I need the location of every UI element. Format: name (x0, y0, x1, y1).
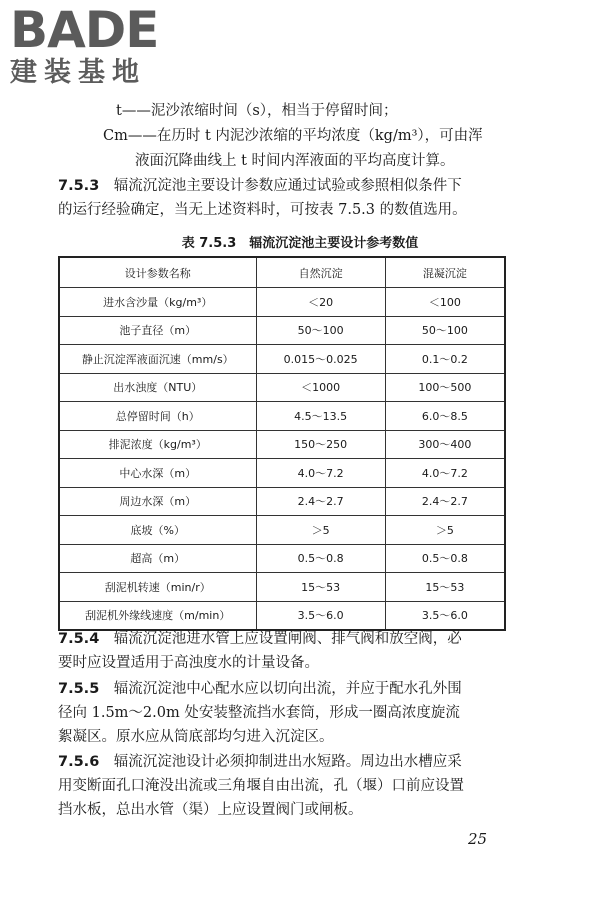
page-number: 25 (468, 830, 488, 848)
table-cell: 2.4～2.7 (256, 487, 385, 516)
table-row (59, 402, 505, 431)
logo-subtitle: 建装基地 (10, 57, 146, 88)
table-cell: 300～400 (385, 430, 505, 459)
table-cell: 4.0～7.2 (256, 459, 385, 488)
table-cell: 周边水深（m） (59, 487, 256, 516)
table-row (59, 573, 505, 602)
table-cell: 0.5～0.8 (256, 544, 385, 573)
table-row (59, 459, 505, 488)
table-cell: 3.5～6.0 (256, 601, 385, 630)
table-row (59, 430, 505, 459)
table-cell: 池子直径（m） (59, 316, 256, 345)
design-parameter-table (58, 256, 506, 631)
table-cell: 150～250 (256, 430, 385, 459)
clause-text: 辐流沉淀池主要设计参数应通过试验或参照相似条件下 (113, 178, 462, 194)
table-cell: 中心水深（m） (59, 459, 256, 488)
table-row (59, 516, 505, 545)
clause-text: 辐流沉淀池中心配水应以切向出流，并应于配水孔外围 (113, 681, 462, 697)
table-cell: 50～100 (256, 316, 385, 345)
table-cell: 2.4～2.7 (385, 487, 505, 516)
bade-logo (10, 1, 185, 88)
clause-7-5-3-line-2: 的运行经验确定，当无上述资料时，可按表 7.5.3 的数值选用。 (58, 202, 467, 218)
clause-7-5-5-line-1 (58, 679, 462, 699)
table-cell: 0.5～0.8 (385, 544, 505, 573)
table-cell: 刮泥机转速（min/r） (59, 573, 256, 602)
table-row (59, 544, 505, 573)
intro-line-2: Cm——在历时 t 内泥沙浓缩的平均浓度（kg/m³），可由浑 (103, 128, 483, 144)
table-row (59, 487, 505, 516)
table-cell: 50～100 (385, 316, 505, 345)
table-cell: 0.015～0.025 (256, 345, 385, 374)
table-cell: 超高（m） (59, 544, 256, 573)
table-row (59, 316, 505, 345)
table-cell: 总停留时间（h） (59, 402, 256, 431)
clause-7-5-6-line-3: 挡水板，总出水管（渠）上应设置阀门或闸板。 (58, 802, 363, 818)
column-header: 自然沉淀 (256, 257, 385, 288)
table-cell: 6.0～8.5 (385, 402, 505, 431)
table-row (59, 345, 505, 374)
table-cell: 15～53 (256, 573, 385, 602)
table-cell: ＜1000 (256, 373, 385, 402)
table-cell: 4.0～7.2 (385, 459, 505, 488)
clause-7-5-6-line-1 (58, 752, 462, 772)
table-row (59, 601, 505, 630)
intro-line-3: 液面沉降曲线上 t 时间内浑液面的平均高度计算。 (135, 153, 455, 169)
table-row (59, 288, 505, 317)
table-cell: 4.5～13.5 (256, 402, 385, 431)
logo-word: BADE (10, 1, 159, 59)
clause-number: 7.5.6 (58, 754, 100, 770)
table-cell: 0.1～0.2 (385, 345, 505, 374)
clause-7-5-6-line-2: 用变断面孔口淹没出流或三角堰自由出流，孔（堰）口前应设置 (58, 778, 464, 794)
clause-7-5-4-line-1 (58, 629, 462, 649)
clause-number: 7.5.5 (58, 681, 100, 697)
table-row (59, 373, 505, 402)
clause-7-5-5-line-2: 径向 1.5m～2.0m 处安装整流挡水套筒，形成一圈高浓度旋流 (58, 705, 460, 721)
table-caption: 表 7.5.3 辐流沉淀池主要设计参考数值 (181, 236, 419, 251)
table-cell: 静止沉淀浑液面沉速（mm/s） (59, 345, 256, 374)
intro-line-1: t——泥沙浓缩时间（s），相当于停留时间； (116, 103, 398, 119)
table-header-row (59, 257, 505, 288)
table-cell: 底坡（%） (59, 516, 256, 545)
table-cell: 15～53 (385, 573, 505, 602)
table-cell: ＞5 (385, 516, 505, 545)
table-cell: ＜100 (385, 288, 505, 317)
table-cell: ＜20 (256, 288, 385, 317)
table-cell: 进水含沙量（kg/m³） (59, 288, 256, 317)
clause-text: 辐流沉淀池进水管上应设置闸阀、排气阀和放空阀，必 (113, 631, 462, 647)
column-header: 混凝沉淀 (385, 257, 505, 288)
column-header: 设计参数名称 (59, 257, 256, 288)
table-cell: ＞5 (256, 516, 385, 545)
table-cell: 刮泥机外缘线速度（m/min） (59, 601, 256, 630)
clause-number: 7.5.3 (58, 178, 100, 194)
table-cell: 100～500 (385, 373, 505, 402)
clause-7-5-5-line-3: 絮凝区。原水应从筒底部均匀进入沉淀区。 (58, 729, 334, 745)
table-cell: 出水浊度（NTU） (59, 373, 256, 402)
clause-number: 7.5.4 (58, 631, 100, 647)
clause-7-5-3-line-1 (58, 176, 462, 196)
clause-text: 辐流沉淀池设计必须抑制进出水短路。周边出水槽应采 (113, 754, 462, 770)
clause-7-5-4-line-2: 要时应设置适用于高浊度水的计量设备。 (58, 655, 319, 671)
table-cell: 排泥浓度（kg/m³） (59, 430, 256, 459)
table-cell: 3.5～6.0 (385, 601, 505, 630)
